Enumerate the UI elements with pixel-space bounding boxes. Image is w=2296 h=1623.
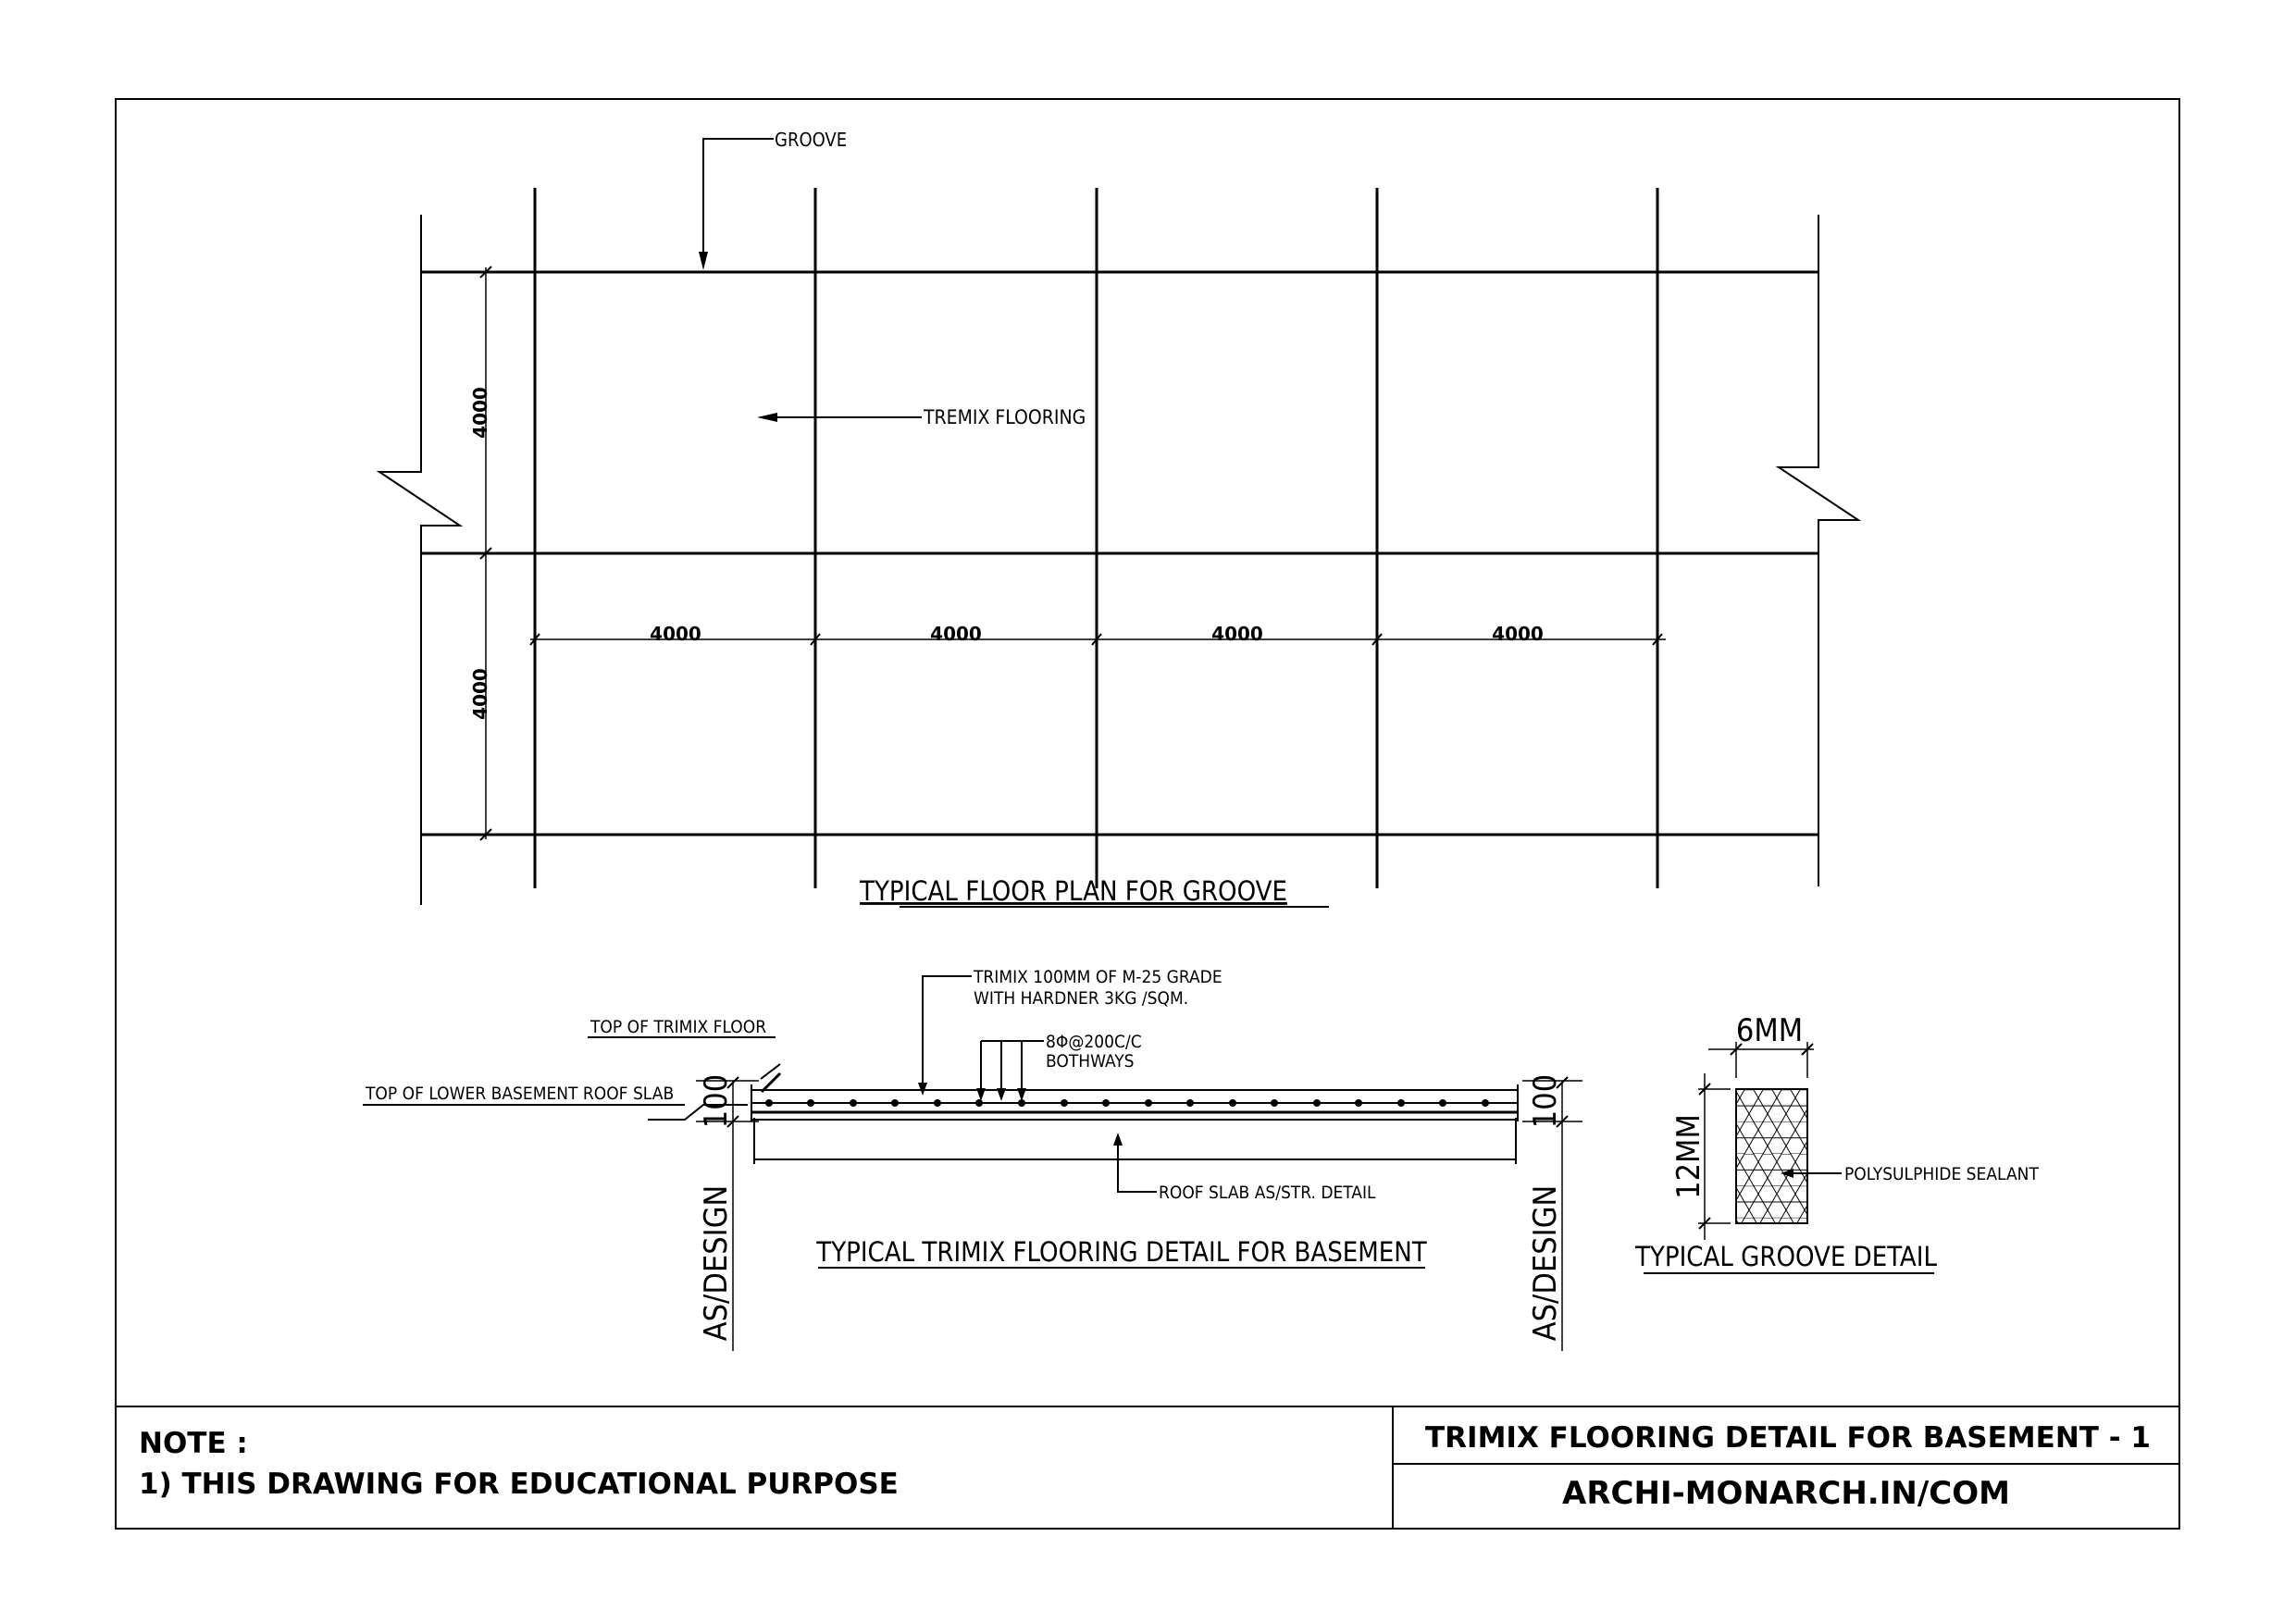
flooring-section bbox=[363, 967, 1582, 1351]
plan-title: TYPICAL FLOOR PLAN FOR GROOVE bbox=[860, 875, 1287, 907]
title-block bbox=[116, 1406, 2179, 1529]
groove-detail-title: TYPICAL GROOVE DETAIL bbox=[1635, 1241, 1937, 1272]
sealant-label: POLYSULPHIDE SEALANT bbox=[1844, 1164, 2039, 1184]
note-1: 1) THIS DRAWING FOR EDUCATIONAL PURPOSE bbox=[139, 1468, 899, 1501]
spec-line-1: TRIMIX 100MM OF M-25 GRADE bbox=[974, 967, 1222, 987]
right-break-line bbox=[1779, 215, 1858, 886]
drawing-title: TRIMIX FLOORING DETAIL FOR BASEMENT - 1 bbox=[1425, 1421, 2151, 1455]
website-label: ARCHI-MONARCH.IN/COM bbox=[1562, 1475, 2010, 1512]
rebar-line-1: 8Φ@200C/C bbox=[1046, 1032, 1142, 1052]
roof-slab-label: ROOF SLAB AS/STR. DETAIL bbox=[1159, 1183, 1376, 1203]
groove-width-label: 6MM bbox=[1735, 1012, 1804, 1049]
sealant-fill bbox=[1736, 1089, 1807, 1223]
sheet-border bbox=[116, 99, 2179, 1529]
flooring-label: TREMIX FLOORING bbox=[924, 406, 1086, 428]
groove-height-label: 12MM bbox=[1670, 1114, 1707, 1199]
dim-h-2: 4000 bbox=[930, 623, 982, 645]
note-heading: NOTE : bbox=[139, 1427, 248, 1460]
groove-label: GROOVE bbox=[775, 129, 848, 151]
spec-line-2: WITH HARDNER 3KG /SQM. bbox=[974, 988, 1189, 1009]
rebar-line-2: BOTHWAYS bbox=[1046, 1051, 1135, 1072]
top-of-slab-label: TOP OF LOWER BASEMENT ROOF SLAB bbox=[366, 1084, 675, 1104]
flooring-arrowhead bbox=[757, 413, 777, 422]
dim-h-4: 4000 bbox=[1492, 623, 1544, 645]
thickness-left: 100 bbox=[698, 1073, 735, 1129]
floor-plan bbox=[379, 129, 1858, 907]
dim-v-2: 4000 bbox=[469, 668, 491, 720]
groove-leader bbox=[703, 139, 774, 261]
slab-depth-right: AS/DESIGN bbox=[1527, 1184, 1564, 1342]
thickness-right: 100 bbox=[1527, 1073, 1564, 1129]
dim-h-3: 4000 bbox=[1211, 623, 1263, 645]
slab-depth-left: AS/DESIGN bbox=[698, 1184, 735, 1342]
top-of-trimix-label: TOP OF TRIMIX FLOOR bbox=[590, 1017, 767, 1037]
groove-arrowhead bbox=[699, 252, 708, 270]
section-title: TYPICAL TRIMIX FLOORING DETAIL FOR BASEMENT bbox=[816, 1236, 1427, 1268]
dim-h-1: 4000 bbox=[650, 623, 701, 645]
dim-v-1: 4000 bbox=[469, 387, 491, 439]
groove-detail bbox=[1634, 1012, 2039, 1273]
left-break-line bbox=[379, 215, 460, 905]
